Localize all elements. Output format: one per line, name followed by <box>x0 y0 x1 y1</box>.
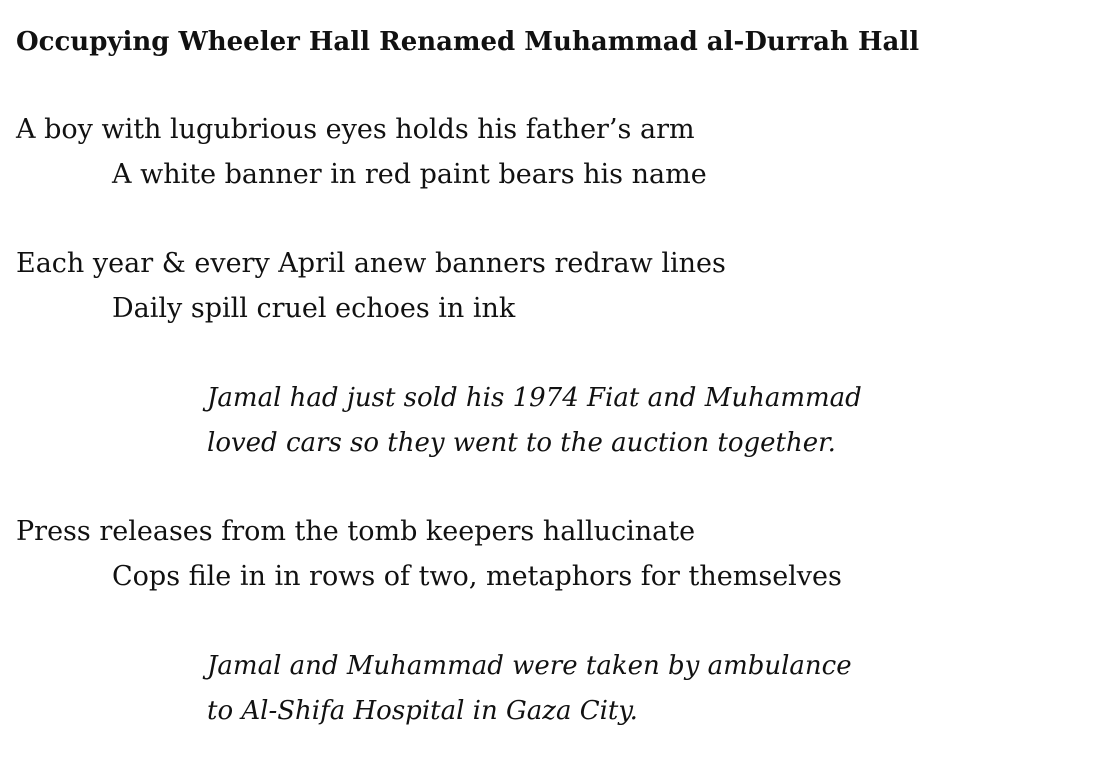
stanza-1-line-1: A boy with lugubrious eyes holds his father’s arm <box>16 114 695 145</box>
stanza-1-line-2: A white banner in red paint bears his name <box>112 159 707 190</box>
stanza-3-line-2: Cops file in in rows of two, metaphors for themselves <box>112 561 842 592</box>
aside-1-line-2: loved cars so they went to the auction together. <box>207 428 836 458</box>
stanza-3-line-1: Press releases from the tomb keepers hallucinate <box>16 516 696 547</box>
poem-title: Occupying Wheeler Hall Renamed Muhammad al-Durrah Hall <box>16 27 920 57</box>
aside-2-line-1: Jamal and Muhammad were taken by ambulance <box>207 651 852 681</box>
stanza-2-line-2: Daily spill cruel echoes in ink <box>112 293 516 324</box>
stanza-2-line-1: Each year & every April anew banners redraw lines <box>16 248 726 279</box>
aside-2-line-2: to Al-Shifa Hospital in Gaza City. <box>207 696 638 726</box>
aside-1-line-1: Jamal had just sold his 1974 Fiat and Muhammad <box>207 383 862 413</box>
